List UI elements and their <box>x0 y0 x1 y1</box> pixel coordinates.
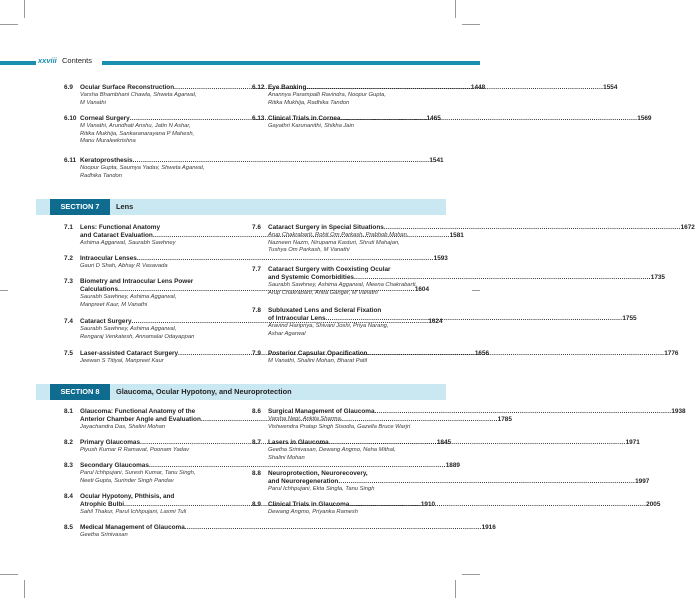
running-header: Contents <box>62 56 93 65</box>
chapter-authors: Parul Ichhpujani, Ekta Singla, Tanu Singh <box>268 486 375 493</box>
toc-entry[interactable] <box>64 524 496 540</box>
chapter-title <box>268 350 678 358</box>
chapter-title <box>80 524 496 532</box>
page-ref: 1916 <box>481 524 496 531</box>
dot-leader <box>338 478 635 486</box>
chapter-title-line: Cataract Surgery in Special Situations <box>268 224 384 231</box>
chapter-title <box>268 224 695 232</box>
chapter-title-line: Secondary Glaucomas <box>80 462 149 469</box>
chapter-number: 8.8 <box>252 470 261 477</box>
crop-mark <box>0 574 18 575</box>
chapter-authors: Neeti Gupta, Surinder Singh Pandav <box>80 477 174 484</box>
chapter-number: 7.7 <box>252 266 261 273</box>
page-ref: 1593 <box>433 255 448 262</box>
chapter-title-line: Cataract Surgery with Coexisting Ocular <box>268 266 391 273</box>
chapter-authors: Gayathri Karunanithi, Shikha Jain <box>268 123 355 130</box>
chapter-number: 8.3 <box>64 462 73 469</box>
chapter-authors: Geetha Srinivasan, Dewang Angmo, Neha Mithal, <box>268 447 396 454</box>
chapter-title-line: Posterior Capsular Opacification <box>268 350 368 357</box>
dot-leader <box>384 224 681 232</box>
page-ref: 1735 <box>650 274 665 282</box>
dot-leader <box>354 274 651 282</box>
chapter-title <box>268 115 651 123</box>
chapter-number: 7.8 <box>252 307 261 314</box>
chapter-title-line: Ocular Hypotony, Phthisis, and <box>80 493 175 500</box>
chapter-authors: Varsha Negi, Ankita Sharma, <box>268 416 343 423</box>
page-number: xxviii <box>38 56 57 65</box>
chapter-title-line: Calculations <box>80 286 118 294</box>
page-ref: 1448 <box>470 84 486 91</box>
toc-entry-heading <box>252 501 661 509</box>
chapter-number: 8.1 <box>64 408 73 415</box>
crop-mark <box>462 574 480 575</box>
chapter-title-line: Primary Glaucomas <box>80 439 141 446</box>
chapter-authors: Noopur Gupta, Saumya Yadav, Shweta Agarwal, <box>80 165 205 172</box>
chapter-title <box>268 470 649 486</box>
chapter-title-line: Clinical Trials in Cornea <box>268 115 341 122</box>
chapter-title-line: Cataract Surgery <box>80 318 132 325</box>
page-ref: 1889 <box>445 462 460 469</box>
chapter-authors: Varsha Bhambhani Chawla, Shweta Agarwal, <box>80 92 197 99</box>
chapter-number: 6.11 <box>64 157 77 164</box>
dot-leader <box>375 408 672 416</box>
page-ref: 1785 <box>497 416 512 424</box>
chapter-authors: Piyush Kumar R Ramavat, Poonam Yadav <box>80 447 190 454</box>
chapter-authors: Ritika Mukhija, Radhika Tandon <box>268 99 350 106</box>
chapter-title-line: Biometry and Intraocular Lens Power <box>80 278 194 285</box>
page-ref: 1656 <box>474 350 490 357</box>
chapter-authors: M Vanathi, Shalini Mohan, Bharat Patil <box>268 358 368 365</box>
chapter-authors: Manu Muraleekrishna <box>80 138 136 145</box>
chapter-authors: Vishwendra Pratap Singh Sisodia, Gazella Bruce Warjri <box>268 423 411 430</box>
chapter-title-line: Glaucoma: Functional Anatomy of the <box>80 408 196 415</box>
chapter-title <box>268 84 617 92</box>
chapter-title-line: Eye Banking <box>268 84 307 91</box>
dot-leader <box>185 524 482 532</box>
chapter-number: 7.4 <box>64 318 73 325</box>
chapter-authors: Jayachandra Das, Shalini Mohan <box>80 424 166 431</box>
chapter-title <box>268 266 665 282</box>
toc-entry-heading <box>64 157 444 165</box>
chapter-number: 7.2 <box>64 255 73 262</box>
toc-entry-heading <box>252 266 665 282</box>
crop-mark <box>472 290 480 291</box>
dot-leader <box>326 315 623 323</box>
chapter-title-line: Ocular Surface Reconstruction <box>80 84 175 91</box>
chapter-authors: Aravind Haripriya, Shivani Joshi, Priya Narang, <box>268 323 389 330</box>
section-7-label: SECTION 7 <box>50 199 110 215</box>
chapter-title-line: and Cataract Evaluation <box>80 232 153 240</box>
crop-mark <box>24 0 25 18</box>
chapter-title-line: and Systemic Comorbidities <box>268 274 354 282</box>
section-8-title: Glaucoma, Ocular Hypotony, and Neuroprotection <box>116 387 292 396</box>
chapter-title-line: Subluxated Lens and Scleral Fixation <box>268 307 382 314</box>
chapter-title-line: Atrophic Bulbi <box>80 501 125 509</box>
chapter-number: 8.4 <box>64 493 73 500</box>
chapter-authors: Saurabh Sawhney, Ashima Aggarwal, <box>80 326 177 333</box>
chapter-number: 6.9 <box>64 84 73 91</box>
chapter-title-line: Intraocular Lenses <box>80 255 137 262</box>
dot-leader <box>349 501 646 509</box>
page-ref: 1581 <box>449 232 464 240</box>
chapter-number: 8.5 <box>64 524 73 531</box>
chapter-title-line: Clinical Trials in Glaucoma <box>268 501 350 508</box>
toc-entry[interactable] <box>252 266 665 298</box>
chapter-title <box>268 439 640 447</box>
page-ref: 1755 <box>622 315 637 323</box>
chapter-number: 6.10 <box>64 115 77 122</box>
chapter-title-line: Anterior Chamber Angle and Evaluation <box>80 416 201 424</box>
chapter-authors: Ashar Agarwal <box>268 331 306 337</box>
chapter-title <box>268 501 660 509</box>
page-ref: 1776 <box>664 350 679 357</box>
chapter-number: 7.6 <box>252 224 261 231</box>
chapter-authors: Saurabh Sawhney, Ashima Aggarwal, <box>80 294 177 301</box>
page-ref: 1845 <box>436 439 452 446</box>
chapter-number: 7.5 <box>64 350 73 357</box>
chapter-title-line: Keratoprosthesis <box>80 157 133 164</box>
page-ref: 1604 <box>414 286 430 294</box>
dot-leader <box>149 462 446 470</box>
chapter-title-line: Medical Management of Glaucoma <box>80 524 185 531</box>
toc-entry-heading <box>64 524 496 532</box>
toc-entry[interactable] <box>252 470 650 494</box>
page-ref: 1938 <box>671 408 686 415</box>
chapter-title-line: Lasers in Glaucoma <box>268 439 329 446</box>
chapter-title-line: and Neuroregeneration <box>268 478 339 486</box>
chapter-authors: Ritika Mukhija, Sankaranarayana P Mahesh, <box>80 130 195 137</box>
chapter-number: 6.12 <box>252 84 265 91</box>
crop-mark <box>455 580 456 598</box>
crop-mark <box>0 290 8 291</box>
dot-leader <box>329 439 626 447</box>
toc-entry[interactable] <box>252 501 661 517</box>
chapter-number: 8.7 <box>252 439 261 446</box>
chapter-authors: Sahil Thakur, Parul Ichhpujani, Laxmi Tuli <box>80 509 187 516</box>
crop-mark <box>455 0 456 18</box>
chapter-number: 8.2 <box>64 439 73 446</box>
crop-mark <box>24 580 25 598</box>
dot-leader <box>306 84 603 92</box>
chapter-authors: Rengaraj Venkatesh, Annamalai Odayappan <box>80 333 195 340</box>
page-ref: 1672 <box>680 224 695 231</box>
chapter-title <box>80 462 460 470</box>
chapter-authors: M Vanathi <box>80 99 106 106</box>
chapter-title-line: Lens: Functional Anatomy <box>80 224 161 231</box>
chapter-authors: Manpreet Kaur, M Vanathi <box>80 302 148 308</box>
chapter-title <box>80 157 444 165</box>
page-ref: 1541 <box>429 157 444 164</box>
page-ref: 1910 <box>420 501 436 509</box>
chapter-authors: Anannya Parampalli Ravindra, Noopur Gupta, <box>268 92 386 99</box>
chapter-title-line: of Intraocular Lens <box>268 315 326 323</box>
chapter-authors: Dewang Angmo, Priyanka Ramesh <box>268 509 359 516</box>
toc-entry-heading <box>252 224 695 232</box>
chapter-authors: Nazneen Nazm, Nirupama Kasturi, Shruti Mahajan, <box>268 239 400 246</box>
chapter-number: 8.6 <box>252 408 261 415</box>
chapter-authors: Arup Chakrabarti, Rohit Om Parkash, Prabhob Mohan, <box>268 232 409 239</box>
toc-entry-heading <box>64 462 460 470</box>
toc-entry-heading <box>252 408 686 416</box>
chapter-authors: Saurabh Sawhney, Ashima Aggarwal, Meena Chakrabarti, <box>268 282 417 289</box>
chapter-authors: Tushya Om Parkash, M Vanathi <box>268 247 350 254</box>
toc-entry-heading <box>252 470 650 486</box>
page-ref: 1569 <box>637 115 652 122</box>
chapter-title <box>80 255 448 263</box>
chapter-authors: Gauri D Shah, Abhay R Vasavada <box>80 263 168 270</box>
chapter-authors: Arup Chakrabarti, Anita Ganger, M Vanathi <box>268 290 378 296</box>
chapter-number: 7.3 <box>64 278 73 285</box>
chapter-number: 7.1 <box>64 224 73 231</box>
chapter-title-line: Surgical Management of Glaucoma <box>268 408 375 415</box>
page-ref: 1971 <box>625 439 640 446</box>
section-7-title: Lens <box>116 202 134 211</box>
chapter-number: 8.9 <box>252 501 261 508</box>
chapter-title-line: Corneal Surgery <box>80 115 130 122</box>
chapter-authors: Geetha Srinivasan <box>80 532 128 539</box>
dot-leader <box>133 157 430 165</box>
chapter-authors: Radhika Tandon <box>80 172 123 179</box>
page-ref: 1554 <box>603 84 618 91</box>
page-ref: 2005 <box>646 501 661 508</box>
crop-mark <box>0 24 18 25</box>
crop-mark <box>462 24 480 25</box>
page-ref: 1465 <box>426 115 441 122</box>
dot-leader <box>367 350 664 358</box>
dot-leader <box>137 255 434 263</box>
toc-entry[interactable] <box>64 157 444 180</box>
chapter-authors: Parul Ichhpujani, Suresh Kumar, Tanu Singh, <box>80 470 196 477</box>
chapter-title-line: Neuroprotection, Neurorecovery, <box>268 470 368 477</box>
dot-leader <box>340 115 637 123</box>
chapter-title <box>268 408 686 416</box>
chapter-number: 7.9 <box>252 350 261 357</box>
page-ref: 1997 <box>635 478 650 486</box>
page-ref: 1624 <box>428 318 443 325</box>
toc-entry-heading <box>64 255 448 263</box>
chapter-authors: M Vanathi, Arundhati Anshu, Jatin N Ashar, <box>80 123 191 130</box>
chapter-number: 6.13 <box>252 115 265 122</box>
chapter-title-line: Laser-assisted Cataract Surgery <box>80 350 179 357</box>
chapter-authors: Jeewan S Titiyal, Manpreet Kaur <box>80 358 164 365</box>
section-8-label: SECTION 8 <box>50 384 110 400</box>
chapter-authors: Shalini Mohan <box>268 454 305 461</box>
chapter-title <box>268 307 637 323</box>
chapter-authors: Ashima Aggarwal, Saurabh Sawhney <box>80 240 176 247</box>
